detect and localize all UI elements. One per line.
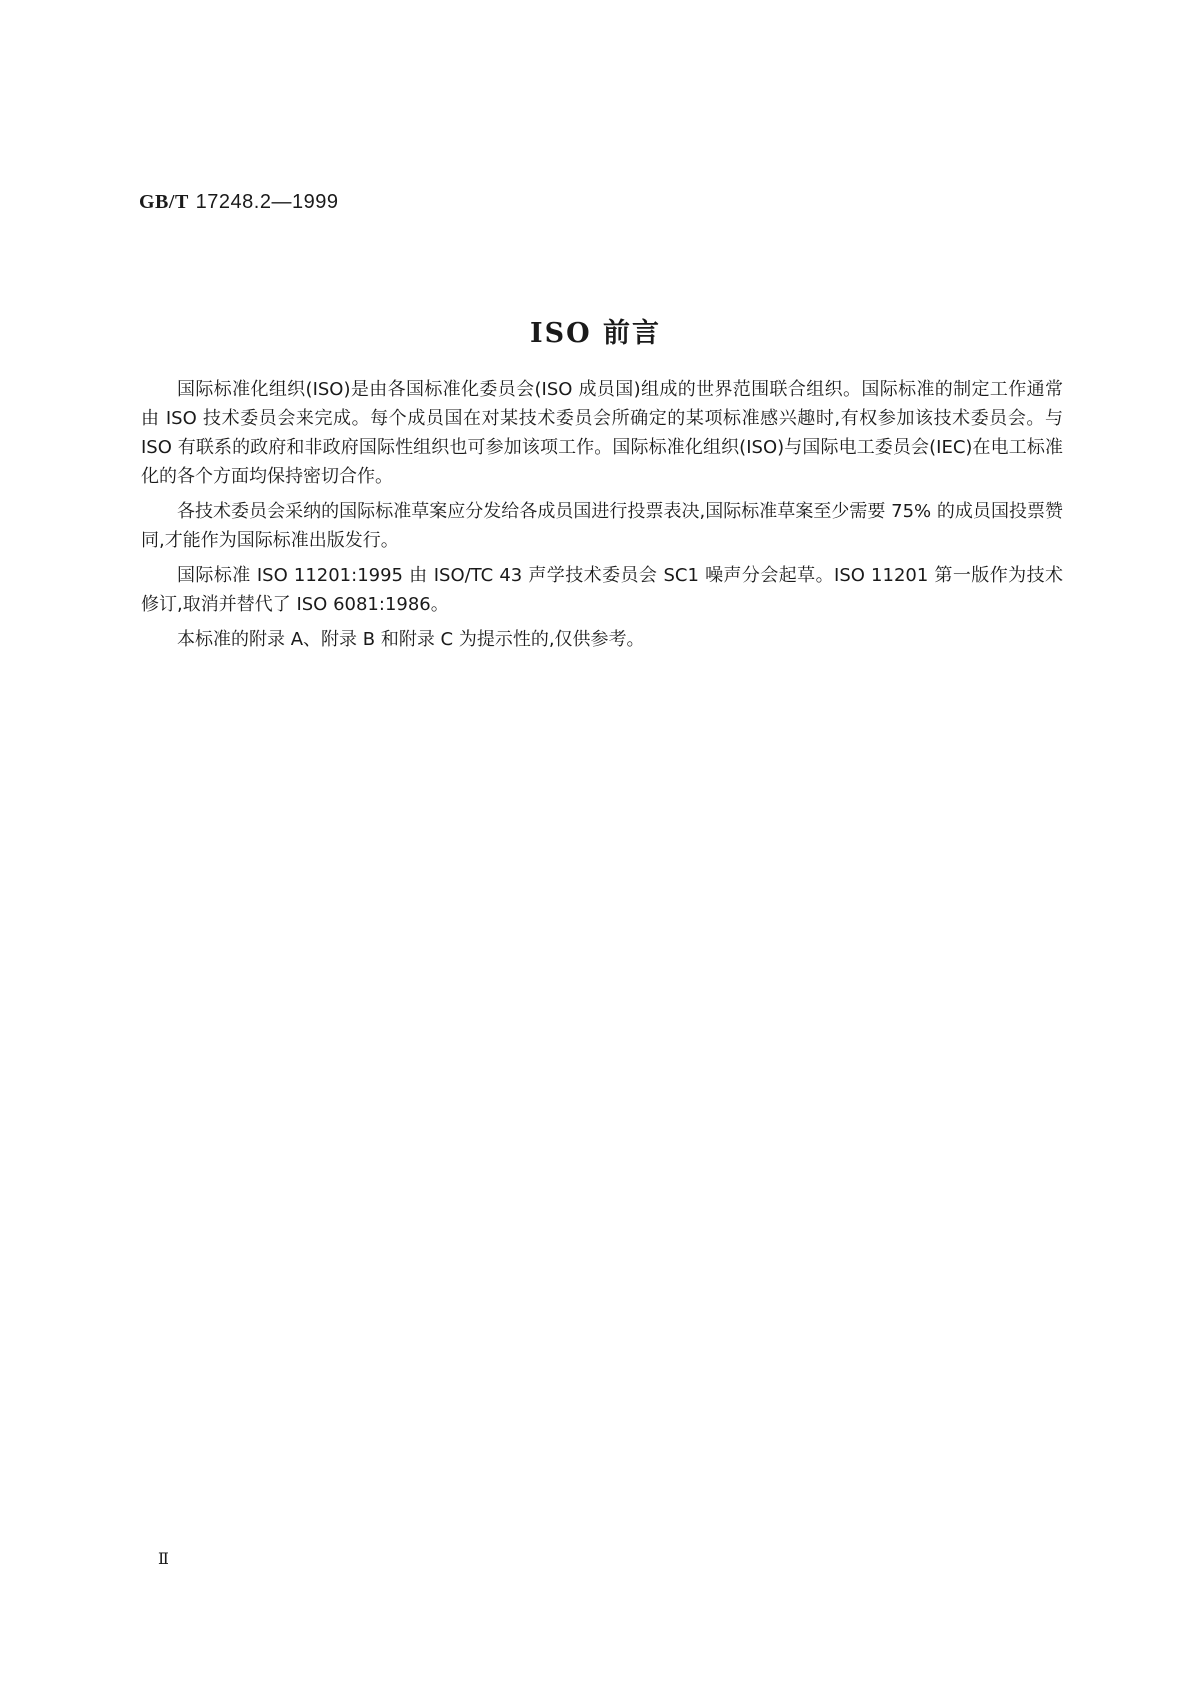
paragraph-annexes: 本标准的附录 A、附录 B 和附录 C 为提示性的,仅供参考。 — [177, 629, 645, 650]
standard-code-number: 17248.2—1999 — [195, 191, 339, 213]
page-number: Ⅱ — [158, 1549, 169, 1568]
page-title: ISO 前言 — [529, 318, 662, 349]
foreword-body — [141, 375, 1063, 660]
standard-code-prefix: GB/T — [139, 191, 189, 213]
paragraph-iso-organization: 国际标准化组织(ISO)是由各国标准化委员会(ISO 成员国)组成的世界范围联合组织。国际标准的制定工作通常由 ISO 技术委员会来完成。每个成员国在对某技术委员会所确定的某项标准感兴趣时,有权参加该技术委员会。与 ISO 有联系的政府和非政府国际性组织也可参加该项工作。国际标准化组织(ISO)与国际电工委员会(IEC)在电工标准化的各个方面均保持密切合作。 — [141, 379, 1063, 487]
standard-code — [139, 189, 338, 214]
paragraph-voting: 各技术委员会采纳的国际标准草案应分发给各成员国进行投票表决,国际标准草案至少需要 75% 的成员国投票赞同,才能作为国际标准出版发行。 — [141, 501, 1063, 551]
paragraph-iso-11201: 国际标准 ISO 11201:1995 由 ISO/TC 43 声学技术委员会 SC1 噪声分会起草。ISO 11201 第一版作为技术修订,取消并替代了 ISO 6081:1986。 — [141, 565, 1063, 615]
